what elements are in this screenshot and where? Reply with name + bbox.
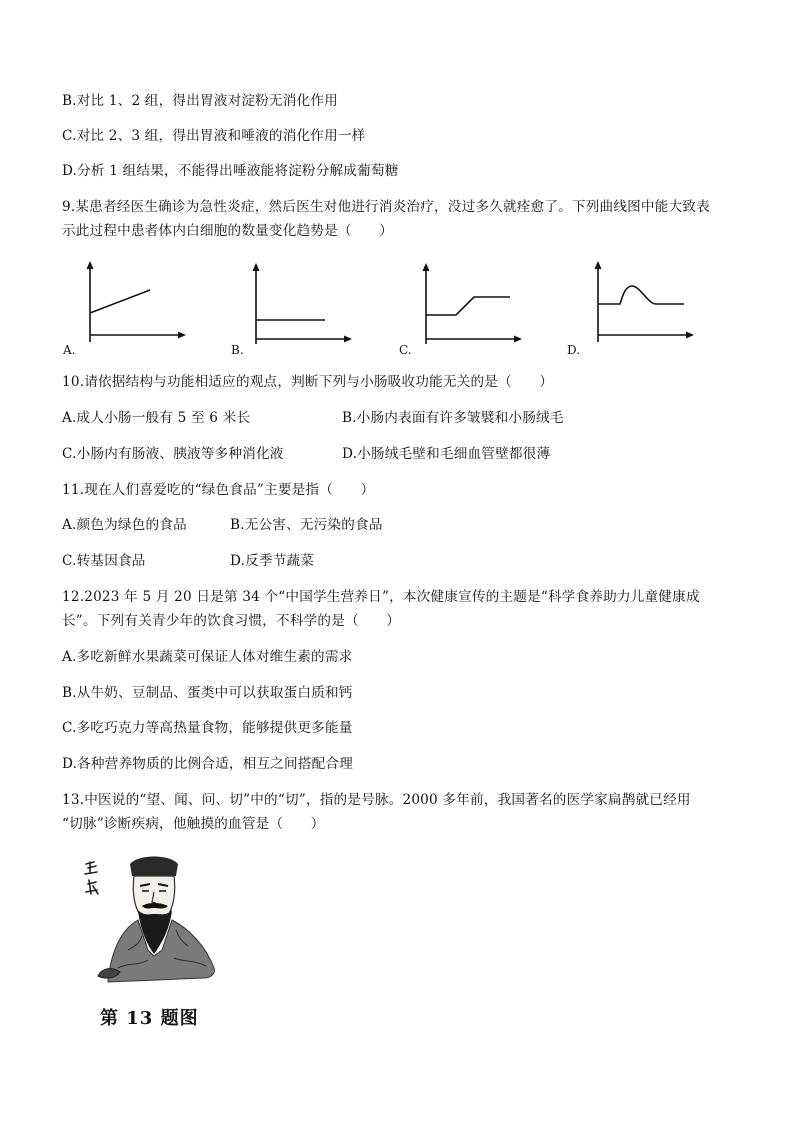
q12-option-b: B.从牛奶、豆制品、蛋类中可以获取蛋白质和钙 [62,685,353,701]
q9-stem-line1: 9.某患者经医生确诊为急性炎症，然后医生对他进行消炎治疗，没过多久就痊愈了。下列曲线图中能大致表 [62,199,710,215]
q11-stem: 11.现在人们喜爱吃的“绿色食品”主要是指（ ） [62,482,375,498]
q13-stem-line2: “切脉”诊断疾病，他触摸的血管是（ ） [62,816,325,832]
q13-stem-line1: 13.中医说的“望、闻、问、切”中的“切”，指的是号脉。2000 多年前，我国著名的医学家扁鹊就已经用 [62,792,691,808]
q11-option-b: B.无公害、无污染的食品 [230,517,383,533]
graph-b [246,260,358,350]
q12-option-a: A.多吃新鲜水果蔬菜可保证人体对维生素的需求 [62,649,353,665]
graph-a-label: A. [63,343,76,357]
graph-c [416,260,528,350]
q12-stem-line1: 12.2023 年 5 月 20 日是第 34 个“中国学生营养日”，本次健康宣传的主题是“科学食养助力儿童健康成 [62,589,700,605]
q12-stem-line2: 长”。下列有关青少年的饮食习惯，不科学的是（ ） [62,613,401,629]
q9-stem-line2: 示此过程中患者体内白细胞的数量变化趋势是（ ） [62,223,394,239]
q12-option-d: D.各种营养物质的比例合适，相互之间搭配合理 [62,756,354,772]
q12-option-c: C.多吃巧克力等高热量食物，能够提供更多能量 [62,720,353,736]
graph-d [588,258,700,348]
bianque-portrait [78,850,228,990]
figure-caption: 第 13 题图 [100,1008,199,1029]
q8-option-d: D.分析 1 组结果，不能得出唾液能将淀粉分解成葡萄糖 [62,163,399,179]
q10-option-b: B.小肠内表面有许多皱襞和小肠绒毛 [342,410,564,426]
q11-option-d: D.反季节蔬菜 [230,553,315,569]
q10-option-a: A.成人小肠一般有 5 至 6 米长 [62,410,251,426]
q10-option-d: D.小肠绒毛壁和毛细血管壁都很薄 [342,446,551,462]
hat-shape [130,857,178,877]
q8-option-b: B.对比 1、2 组，得出胃液对淀粉无消化作用 [62,93,338,109]
q11-option-a: A.颜色为绿色的食品 [62,517,187,533]
q8-option-c: C.对比 2、3 组，得出胃液和唾液的消化作用一样 [62,128,366,144]
graph-c-label: C. [399,343,412,357]
q11-option-c: C.转基因食品 [62,553,146,569]
graph-b-label: B. [231,343,244,357]
name-calligraphy [85,862,98,894]
graph-a [80,258,192,348]
q10-stem: 10.请依据结构与功能相适应的观点，判断下列与小肠吸收功能无关的是（ ） [62,374,554,390]
q10-option-c: C.小肠内有肠液、胰液等多种消化液 [62,446,284,462]
graph-d-label: D. [567,343,581,357]
